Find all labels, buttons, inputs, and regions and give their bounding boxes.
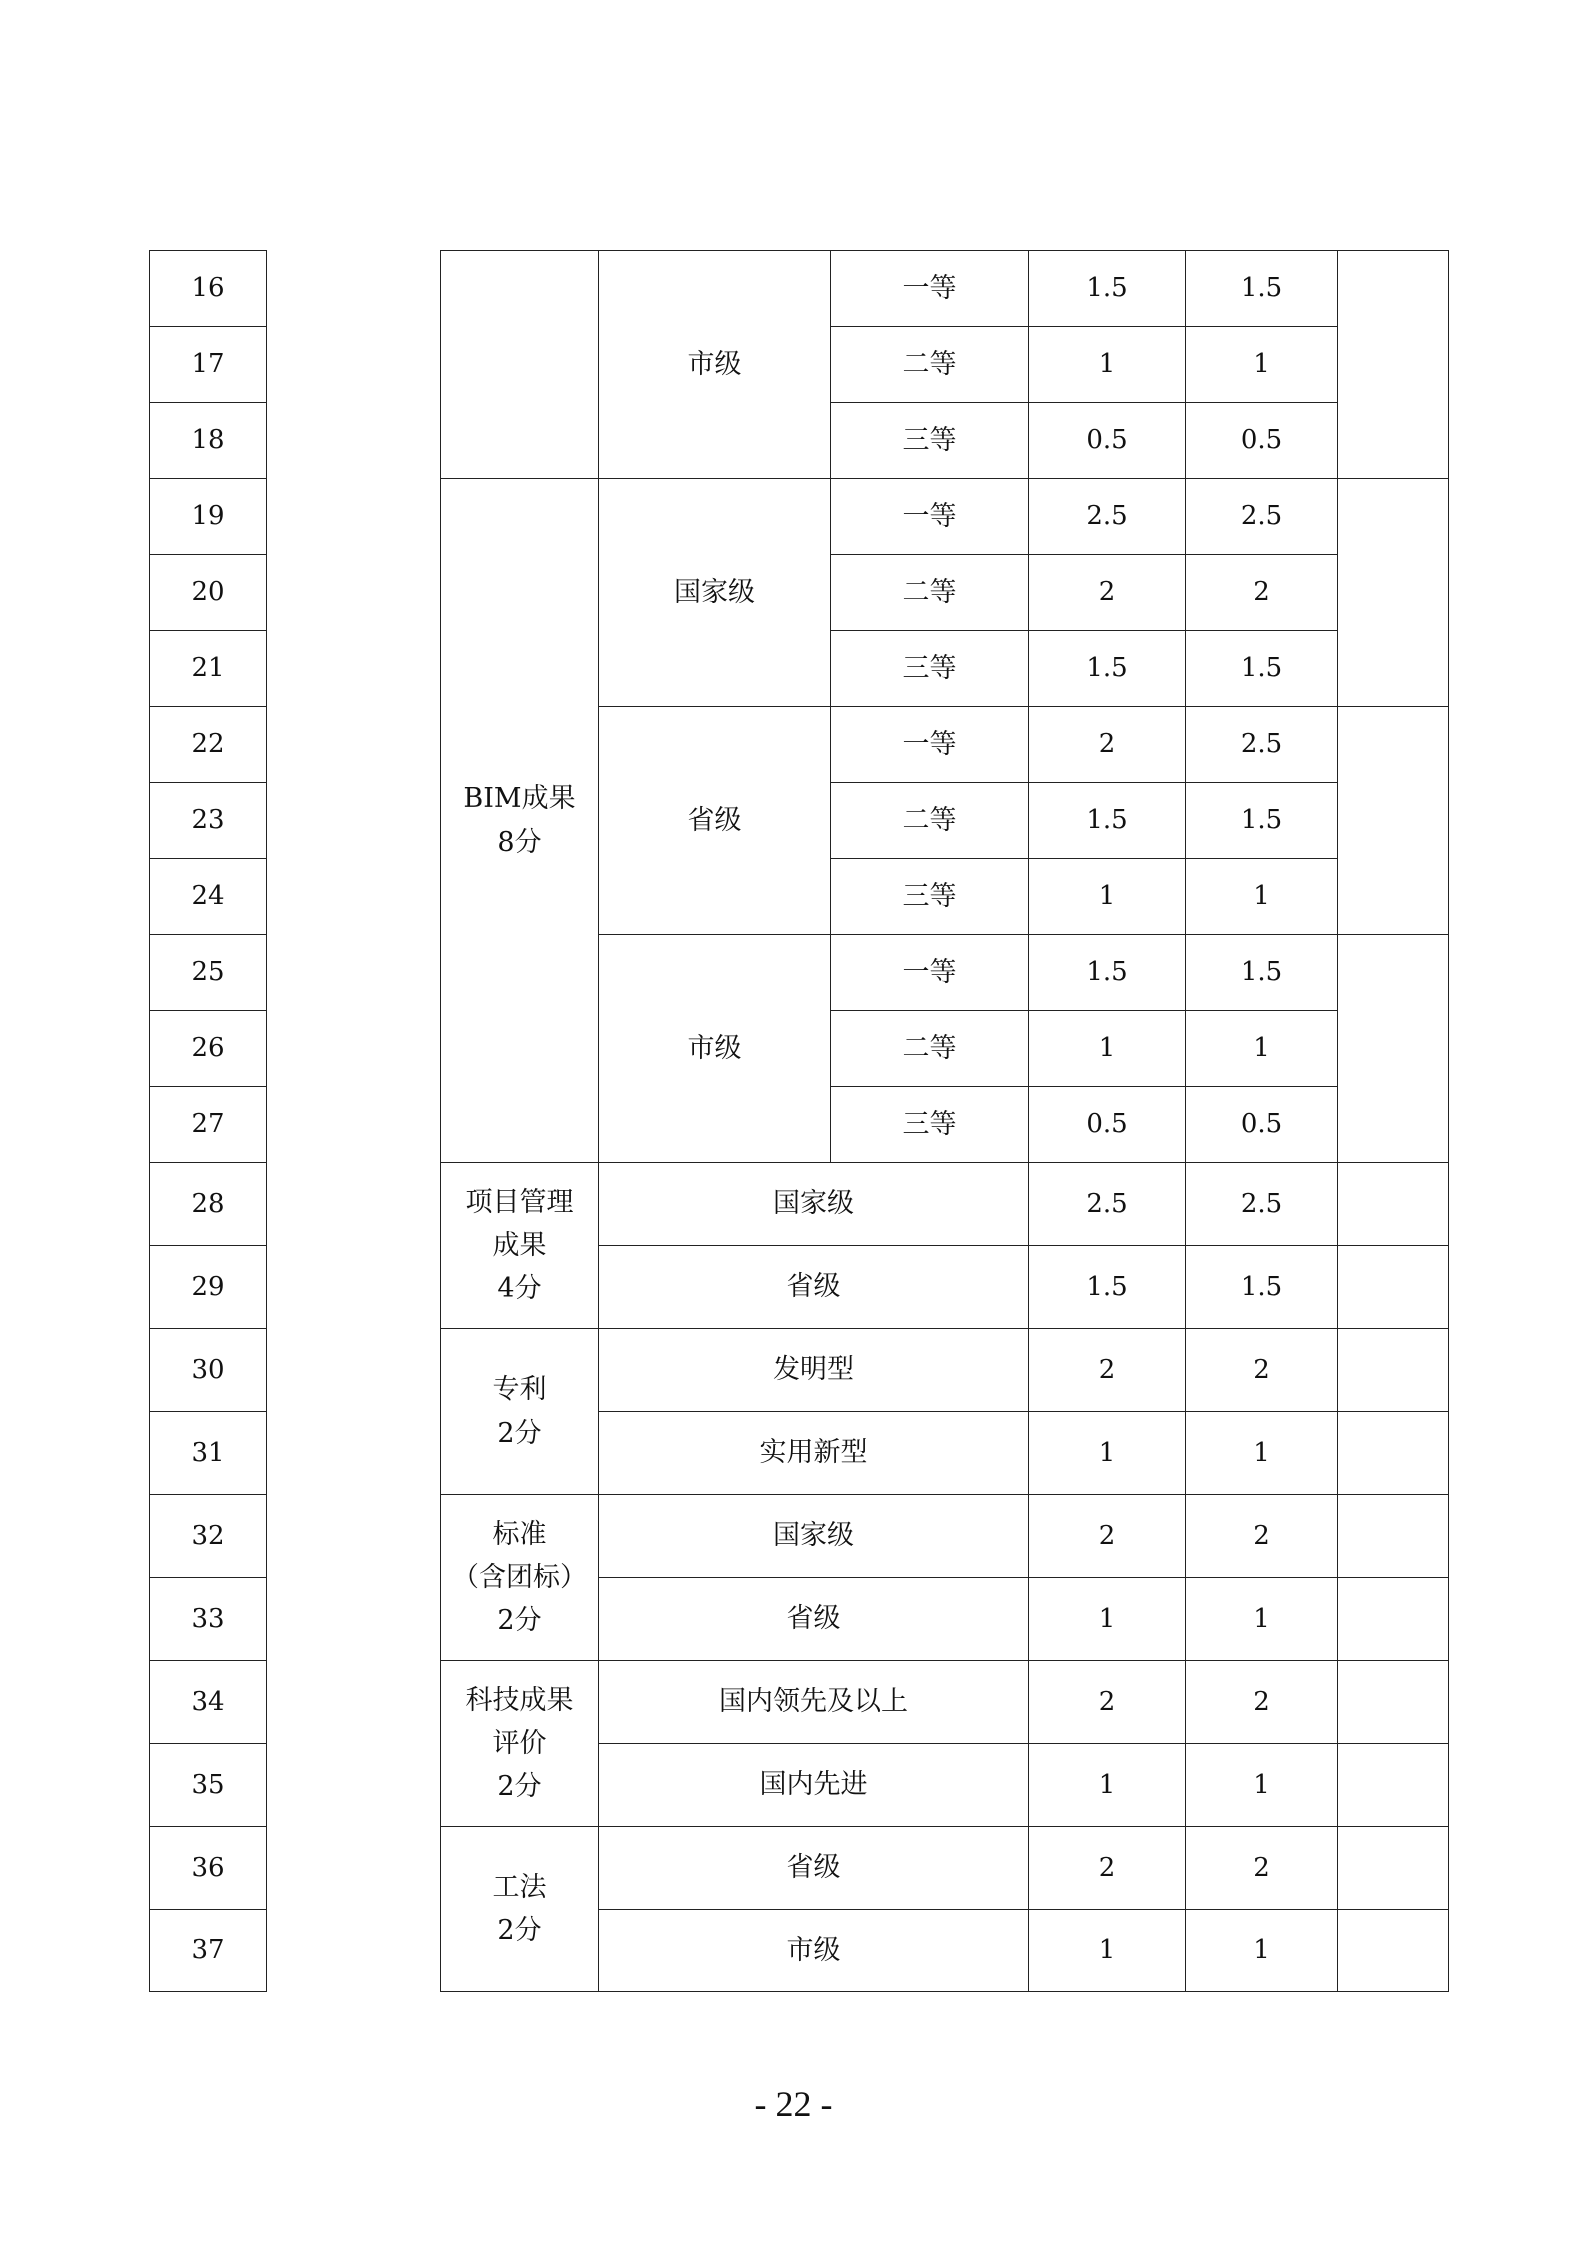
item-cell: 省级 (599, 1578, 1029, 1661)
grade-cell: 二等 (831, 783, 1029, 859)
grade-cell: 三等 (831, 403, 1029, 479)
score-cell: 1.5 (1186, 631, 1338, 707)
score-cell: 0.5 (1029, 403, 1186, 479)
row-number: 17 (150, 327, 267, 403)
item-cell: 国内先进 (599, 1744, 1029, 1827)
grade-cell: 二等 (831, 327, 1029, 403)
category-line: （含团标） (452, 1561, 587, 1593)
score-cell: 2 (1186, 1827, 1338, 1910)
score-cell: 1 (1186, 1412, 1338, 1495)
score-cell: 2.5 (1186, 479, 1338, 555)
score-cell: 0.5 (1029, 1087, 1186, 1163)
table-row (441, 251, 1449, 327)
category-score: 2分 (497, 1605, 542, 1637)
level-cell: 国家级 (599, 479, 831, 707)
row-number: 21 (150, 631, 267, 707)
grade-cell: 一等 (831, 707, 1029, 783)
table-row (441, 1495, 1449, 1578)
grade-cell: 三等 (831, 631, 1029, 707)
row-number-column (149, 250, 267, 1992)
remark-cell (1338, 1910, 1449, 1992)
row-number: 19 (150, 479, 267, 555)
row-number: 20 (150, 555, 267, 631)
remark-cell (1338, 479, 1449, 707)
category-score: 2分 (497, 1771, 542, 1803)
item-cell: 国家级 (599, 1163, 1029, 1246)
category-line: 标准 (492, 1518, 547, 1550)
category-line: 成果 (492, 1229, 547, 1261)
remark-cell (1338, 1163, 1449, 1246)
score-cell: 1.5 (1186, 1246, 1338, 1329)
score-cell: 1 (1186, 1910, 1338, 1992)
category-score: 2分 (497, 1417, 542, 1449)
row-number: 35 (150, 1744, 267, 1827)
category-line: 科技成果 (465, 1684, 574, 1716)
remark-cell (1338, 935, 1449, 1163)
score-cell: 1.5 (1029, 631, 1186, 707)
score-cell: 1.5 (1029, 783, 1186, 859)
grade-cell: 三等 (831, 859, 1029, 935)
row-number: 18 (150, 403, 267, 479)
table-row (441, 479, 1449, 555)
score-cell: 2 (1029, 1329, 1186, 1412)
score-cell: 2.5 (1029, 479, 1186, 555)
page-number: - 22 - (754, 2084, 833, 2124)
row-number: 32 (150, 1495, 267, 1578)
score-cell: 1 (1029, 1578, 1186, 1661)
score-cell: 2 (1029, 1495, 1186, 1578)
table-row (441, 1163, 1449, 1246)
row-number: 30 (150, 1329, 267, 1412)
score-cell: 1.5 (1029, 935, 1186, 1011)
item-cell: 省级 (599, 1246, 1029, 1329)
item-cell: 发明型 (599, 1329, 1029, 1412)
remark-cell (1338, 1329, 1449, 1412)
row-number: 33 (150, 1578, 267, 1661)
category-cell-continued (441, 251, 599, 479)
table-row (441, 1661, 1449, 1744)
row-number: 28 (150, 1163, 267, 1246)
item-cell: 实用新型 (599, 1412, 1029, 1495)
row-number: 34 (150, 1661, 267, 1744)
score-cell: 0.5 (1186, 403, 1338, 479)
category-line: 项目管理 (465, 1186, 574, 1218)
score-cell: 1 (1029, 859, 1186, 935)
item-cell: 省级 (599, 1827, 1029, 1910)
remark-cell (1338, 251, 1449, 479)
score-cell: 2.5 (1186, 707, 1338, 783)
level-cell: 市级 (599, 935, 831, 1163)
score-cell: 1.5 (1029, 1246, 1186, 1329)
remark-cell (1338, 707, 1449, 935)
category-line: 专利 (492, 1374, 547, 1406)
score-cell: 1 (1029, 327, 1186, 403)
row-number: 25 (150, 935, 267, 1011)
score-cell: 0.5 (1186, 1087, 1338, 1163)
remark-cell (1338, 1412, 1449, 1495)
score-cell: 1 (1186, 1011, 1338, 1087)
row-number: 31 (150, 1412, 267, 1495)
level-cell: 市级 (599, 251, 831, 479)
row-number: 27 (150, 1087, 267, 1163)
score-cell: 2 (1186, 1495, 1338, 1578)
category-cell (441, 1661, 599, 1827)
score-cell: 2.5 (1186, 1163, 1338, 1246)
row-number: 16 (150, 251, 267, 327)
row-number: 24 (150, 859, 267, 935)
category-cell (441, 1495, 599, 1661)
remark-cell (1338, 1827, 1449, 1910)
row-number: 29 (150, 1246, 267, 1329)
scoring-table (440, 250, 1449, 1992)
category-line: 工法 (492, 1871, 547, 1903)
row-number: 26 (150, 1011, 267, 1087)
grade-cell: 一等 (831, 935, 1029, 1011)
table-row (441, 1329, 1449, 1412)
row-number: 37 (150, 1910, 267, 1992)
grade-cell: 二等 (831, 555, 1029, 631)
remark-cell (1338, 1578, 1449, 1661)
category-cell (441, 1329, 599, 1495)
level-cell: 省级 (599, 707, 831, 935)
score-cell: 2 (1029, 1661, 1186, 1744)
score-cell: 1.5 (1186, 935, 1338, 1011)
remark-cell (1338, 1744, 1449, 1827)
table-row (441, 1827, 1449, 1910)
score-cell: 1 (1029, 1412, 1186, 1495)
score-cell: 1.5 (1186, 251, 1338, 327)
score-cell: 1 (1186, 859, 1338, 935)
score-cell: 2 (1029, 555, 1186, 631)
score-cell: 1 (1186, 327, 1338, 403)
category-score: 2分 (497, 1915, 542, 1946)
category-line: BIM成果 (463, 783, 576, 815)
remark-cell (1338, 1495, 1449, 1578)
score-cell: 2 (1029, 707, 1186, 783)
score-cell: 1.5 (1186, 783, 1338, 859)
category-cell (441, 1827, 599, 1992)
score-cell: 1 (1029, 1744, 1186, 1827)
category-line: 评价 (492, 1727, 547, 1759)
score-cell: 2.5 (1029, 1163, 1186, 1246)
row-number: 22 (150, 707, 267, 783)
grade-cell: 二等 (831, 1011, 1029, 1087)
score-cell: 1.5 (1029, 251, 1186, 327)
category-score: 8分 (497, 826, 542, 858)
item-cell: 国家级 (599, 1495, 1029, 1578)
grade-cell: 三等 (831, 1087, 1029, 1163)
score-cell: 2 (1029, 1827, 1186, 1910)
score-cell: 1 (1186, 1744, 1338, 1827)
score-cell: 2 (1186, 1329, 1338, 1412)
score-cell: 1 (1186, 1578, 1338, 1661)
grade-cell: 一等 (831, 251, 1029, 327)
score-cell: 2 (1186, 1661, 1338, 1744)
row-number: 23 (150, 783, 267, 859)
score-cell: 1 (1029, 1910, 1186, 1992)
score-cell: 2 (1186, 555, 1338, 631)
item-cell: 国内领先及以上 (599, 1661, 1029, 1744)
category-cell (441, 479, 599, 1163)
category-cell (441, 1163, 599, 1329)
grade-cell: 一等 (831, 479, 1029, 555)
score-cell: 1 (1029, 1011, 1186, 1087)
category-score: 4分 (497, 1273, 542, 1305)
remark-cell (1338, 1246, 1449, 1329)
row-number: 36 (150, 1827, 267, 1910)
remark-cell (1338, 1661, 1449, 1744)
item-cell: 市级 (599, 1910, 1029, 1992)
